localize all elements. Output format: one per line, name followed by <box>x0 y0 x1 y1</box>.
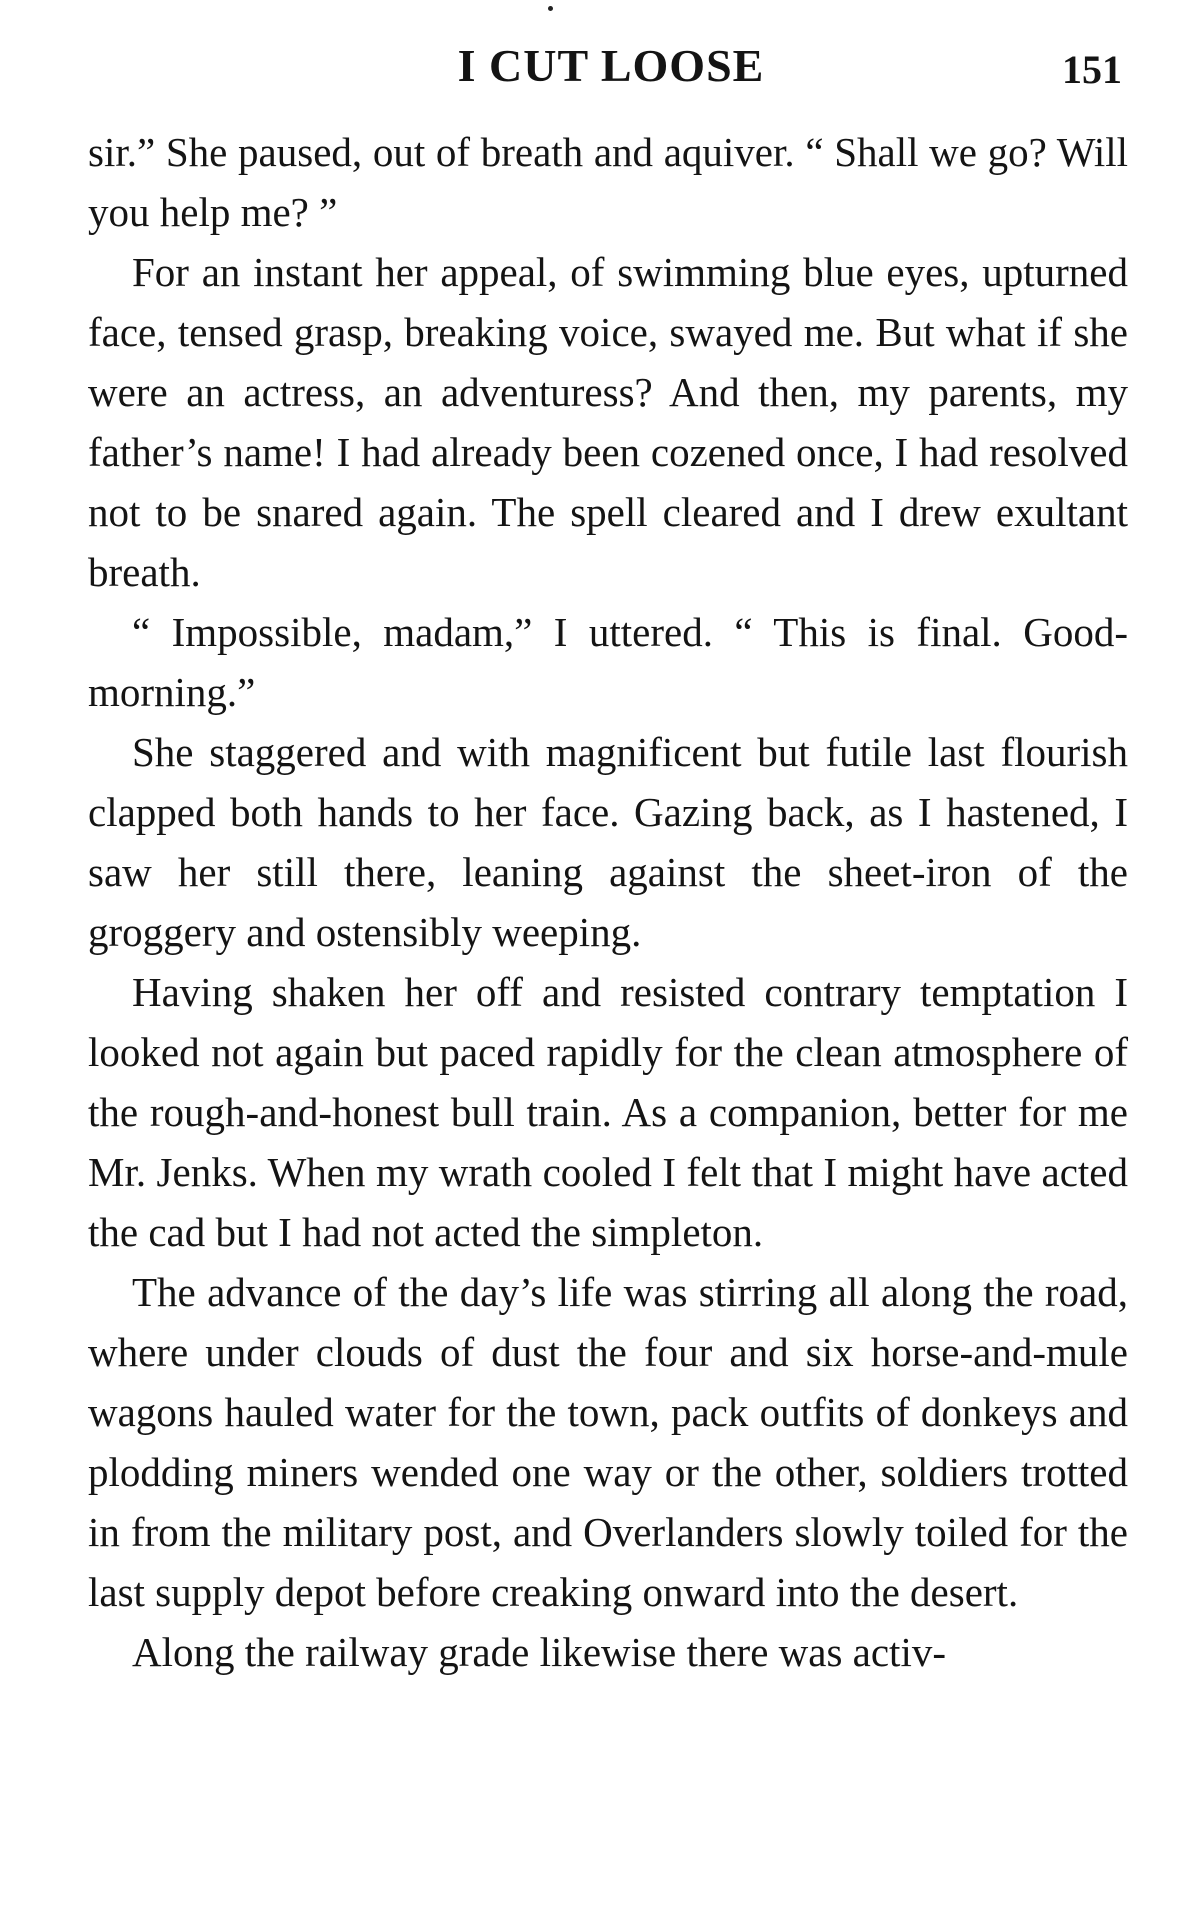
paragraph: She staggered and with magnificent but futile last flourish clapped both hands to her face. Gazing back, as I hastened, I saw her still there, leaning against the sheet-iron of the groggery and ostensibly weeping. <box>88 729 1128 955</box>
paragraph-last: Along the railway grade likewise there was activ- <box>132 1629 946 1675</box>
print-speck <box>548 6 553 11</box>
body-text <box>88 122 1128 1682</box>
running-head: I CUT LOOSE <box>457 40 765 91</box>
paragraph: Having shaken her off and resisted contrary temptation I looked not again but paced rapidly for the clean atmosphere of the rough-and-honest bull train. As a companion, better for me Mr. Jenks. When my wrath cooled I felt that I might have acted the cad but I had not acted the simpleton. <box>88 969 1128 1255</box>
page-header <box>88 36 1134 96</box>
page-number: 151 <box>1062 47 1122 92</box>
paragraph-continued: sir.” She paused, out of breath and aquiver. “ Shall we go? Will you help me? ” <box>88 129 1128 235</box>
paragraph: For an instant her appeal, of swimming blue eyes, upturned face, tensed grasp, breaking voice, swayed me. But what if she were an actress, an adventuress? And then, my parents, my father’s name! I had already been cozened once, I had resolved not to be snared again. The spell cleared and I drew exultant breath. <box>88 249 1128 595</box>
paragraph: The advance of the day’s life was stirring all along the road, where under clouds of dust the four and six horse-and-mule wagons hauled water for the town, pack outfits of donkeys and plodding miners wended one way or the other, soldiers trotted in from the military post, and Overlanders slowly toiled for the last supply depot before creaking onward into the desert. <box>88 1269 1128 1615</box>
paragraph: “ Impossible, madam,” I uttered. “ This is final. Good-morning.” <box>88 609 1128 715</box>
